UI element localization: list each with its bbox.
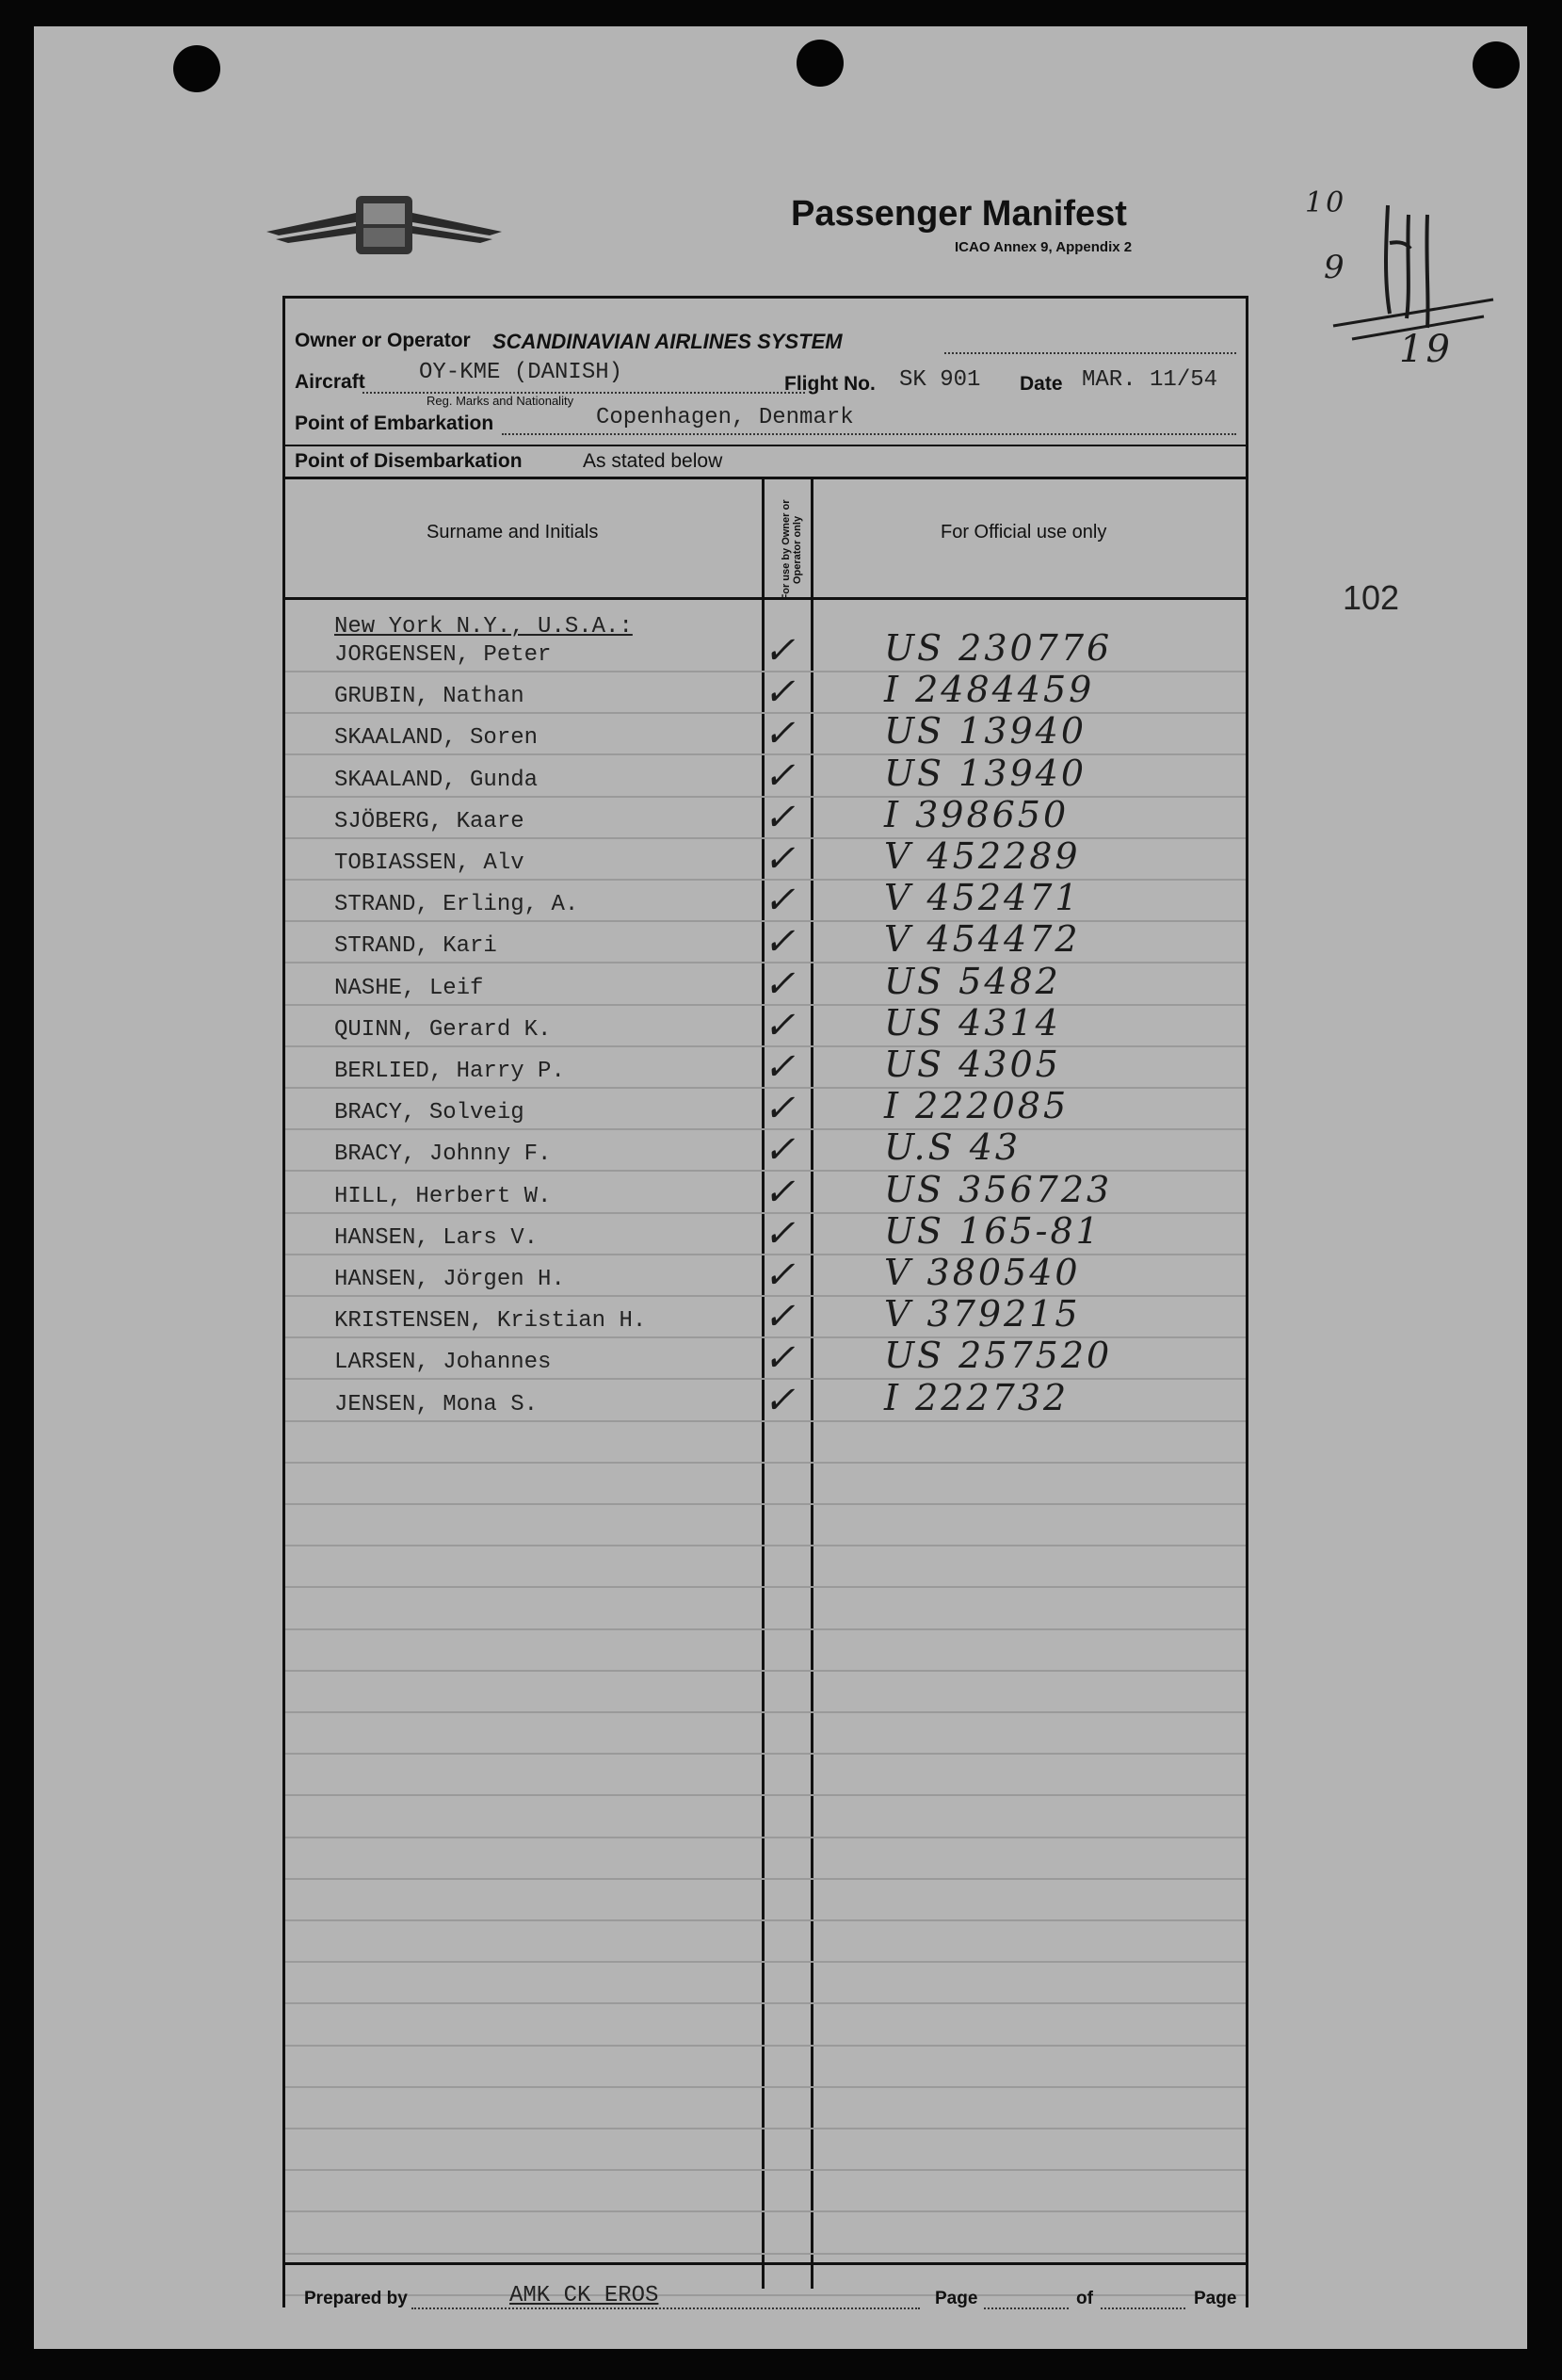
passenger-name: NASHE, Leif (334, 975, 484, 1001)
row-rule (285, 1586, 1246, 1588)
column-header-owner-use: For use by Owner or Operator only (781, 499, 803, 601)
official-entry: US 257520 (884, 1335, 1113, 1377)
margin-note-9: 9 (1324, 249, 1347, 286)
check-mark-icon: ✓ (764, 1087, 796, 1131)
passenger-row (285, 877, 1246, 924)
row-rule (285, 1919, 1246, 1921)
passenger-name: BERLIED, Harry P. (334, 1059, 565, 1084)
check-mark-icon: ✓ (764, 1003, 796, 1047)
check-mark-icon: ✓ (764, 1254, 796, 1297)
passenger-name: HANSEN, Lars V. (334, 1224, 539, 1251)
disembarkation-value: As stated below (583, 450, 723, 472)
row-rule (285, 1462, 1246, 1464)
check-mark-icon: ✓ (764, 712, 796, 756)
punch-hole-left (173, 45, 220, 92)
passenger-name: SKAALAND, Gunda (334, 767, 539, 793)
margin-note-10: 10 (1305, 186, 1347, 219)
check-mark-icon: ✓ (764, 920, 796, 964)
official-entry: I 398650 (884, 793, 1070, 835)
official-entry: US 13940 (884, 710, 1087, 753)
check-mark-icon: ✓ (764, 671, 796, 715)
check-mark-icon: ✓ (764, 1170, 796, 1214)
manifest-form (282, 296, 1248, 2307)
row-rule (285, 1545, 1246, 1546)
passenger-row (285, 918, 1246, 965)
passenger-name: KRISTENSEN, Kristian H. (334, 1308, 647, 1335)
embarkation-label: Point of Embarkation (295, 413, 494, 434)
passenger-row (285, 1044, 1246, 1091)
prepared-value: AMK CK EROS (509, 2283, 659, 2308)
passenger-row (285, 1376, 1246, 1424)
check-mark-icon: ✓ (764, 629, 796, 672)
official-entry: US 230776 (884, 627, 1113, 669)
date-label: Date (1020, 373, 1063, 395)
row-rule (285, 2294, 1246, 2296)
owner-line (944, 352, 1236, 354)
row-rule (285, 2169, 1246, 2171)
passenger-name: QUINN, Gerard K. (334, 1016, 552, 1043)
embarkation-line (502, 433, 1236, 435)
flight-label: Flight No. (784, 373, 876, 395)
row-rule (285, 1878, 1246, 1880)
row-rule (285, 2045, 1246, 2047)
row-rule (285, 1628, 1246, 1630)
destination-heading: New York N.Y., U.S.A.: (334, 614, 633, 640)
passenger-row (285, 752, 1246, 800)
punch-hole-middle (797, 40, 844, 87)
margin-note-19: 19 (1399, 328, 1453, 371)
owner-label: Owner or Operator (295, 330, 471, 351)
passenger-row (285, 1001, 1246, 1049)
stamp-number: 102 (1343, 578, 1400, 617)
airline-logo-icon (262, 177, 507, 271)
row-rule (285, 1837, 1246, 1838)
passenger-name: HILL, Herbert W. (334, 1183, 552, 1209)
check-mark-icon: ✓ (764, 1295, 796, 1339)
rule-header-bottom (285, 597, 1246, 600)
official-entry: I 222085 (884, 1085, 1070, 1127)
prepared-line (411, 2307, 920, 2309)
official-entry: U.S 43 (884, 1126, 1022, 1169)
rule-footer-top (285, 2262, 1246, 2265)
aircraft-value: OY-KME (DANISH) (419, 360, 623, 385)
check-mark-icon: ✓ (764, 879, 796, 923)
passenger-row (285, 1252, 1246, 1299)
document-subtitle: ICAO Annex 9, Appendix 2 (955, 239, 1133, 255)
row-rule (285, 1794, 1246, 1796)
official-entry: US 4305 (884, 1044, 1061, 1085)
passenger-row (285, 710, 1246, 757)
passenger-name: STRAND, Kari (334, 933, 497, 960)
official-entry: V 379215 (884, 1293, 1081, 1336)
passenger-name: SJÖBERG, Kaare (334, 808, 524, 834)
row-rule (285, 1711, 1246, 1713)
check-mark-icon: ✓ (764, 962, 796, 1006)
official-entry: I 2484459 (884, 669, 1095, 711)
owner-value: SCANDINAVIAN AIRLINES SYSTEM (492, 330, 843, 353)
margin-mark (1324, 186, 1503, 347)
passenger-row (285, 1085, 1246, 1132)
page-line (984, 2307, 1069, 2309)
rule-disembark-top (285, 445, 1246, 446)
row-rule (285, 2210, 1246, 2212)
check-mark-icon: ✓ (764, 1211, 796, 1255)
check-mark-icon: ✓ (764, 837, 796, 881)
check-mark-icon: ✓ (764, 1045, 796, 1089)
row-rule (285, 1753, 1246, 1755)
form-top-rule (285, 296, 1246, 299)
official-entry: US 13940 (884, 752, 1087, 794)
official-entry: I 222732 (884, 1376, 1070, 1418)
row-rule (285, 1503, 1246, 1505)
passenger-name: SKAALAND, Soren (334, 725, 539, 752)
passenger-row (285, 1168, 1246, 1216)
reg-marks-note: Reg. Marks and Nationality (427, 394, 574, 408)
passenger-row (285, 669, 1246, 716)
column-header-surname: Surname and Initials (427, 522, 599, 542)
row-rule (285, 1670, 1246, 1672)
passenger-name: JENSEN, Mona S. (334, 1391, 539, 1417)
official-entry: V 454472 (884, 918, 1081, 961)
punch-hole-right (1473, 41, 1520, 89)
row-rule (285, 2086, 1246, 2088)
rule-header-top (285, 477, 1246, 479)
passenger-name: TOBIASSEN, Alv (334, 850, 524, 876)
row-rule (285, 1961, 1246, 1963)
pages-label: Page (1194, 2289, 1237, 2308)
official-entry: V 452471 (884, 877, 1081, 919)
check-mark-icon: ✓ (764, 795, 796, 839)
official-entry: US 5482 (884, 960, 1061, 1002)
official-entry: US 356723 (884, 1168, 1113, 1210)
disembarkation-label: Point of Disembarkation (295, 450, 523, 472)
page-label: Page (935, 2289, 978, 2308)
passenger-name: STRAND, Erling, A. (334, 892, 579, 918)
row-rule (285, 2002, 1246, 2004)
check-mark-icon: ✓ (764, 1128, 796, 1173)
row-rule (285, 2128, 1246, 2129)
passenger-row (285, 835, 1246, 882)
official-entry: V 452289 (884, 835, 1081, 877)
passenger-row (285, 960, 1246, 1008)
check-mark-icon: ✓ (764, 1378, 796, 1422)
passenger-name: GRUBIN, Nathan (334, 684, 524, 710)
row-rule (285, 2253, 1246, 2255)
of-line (1101, 2307, 1185, 2309)
check-mark-icon: ✓ (764, 753, 796, 798)
passenger-row (285, 793, 1246, 841)
of-label: of (1076, 2289, 1093, 2308)
check-mark-icon: ✓ (764, 1336, 796, 1381)
date-value: MAR. 11/54 (1082, 367, 1218, 393)
column-header-official: For Official use only (941, 522, 1107, 542)
passenger-name: LARSEN, Johannes (334, 1350, 552, 1376)
passenger-name: BRACY, Johnny F. (334, 1141, 552, 1168)
aircraft-label: Aircraft (295, 371, 365, 393)
official-entry: V 380540 (884, 1252, 1081, 1293)
document-title: Passenger Manifest (791, 194, 1127, 234)
passenger-name: HANSEN, Jörgen H. (334, 1267, 565, 1292)
prepared-label: Prepared by (304, 2289, 408, 2308)
passenger-name: JORGENSEN, Peter (334, 642, 552, 668)
passenger-name: BRACY, Solveig (334, 1100, 524, 1126)
official-entry: US 165-81 (884, 1209, 1102, 1252)
passenger-row (285, 1209, 1246, 1257)
manifest-sheet (34, 26, 1527, 2349)
flight-value: SK 901 (899, 367, 981, 393)
embarkation-value: Copenhagen, Denmark (596, 405, 854, 430)
official-entry: US 4314 (884, 1001, 1061, 1044)
passenger-row (285, 1335, 1246, 1382)
